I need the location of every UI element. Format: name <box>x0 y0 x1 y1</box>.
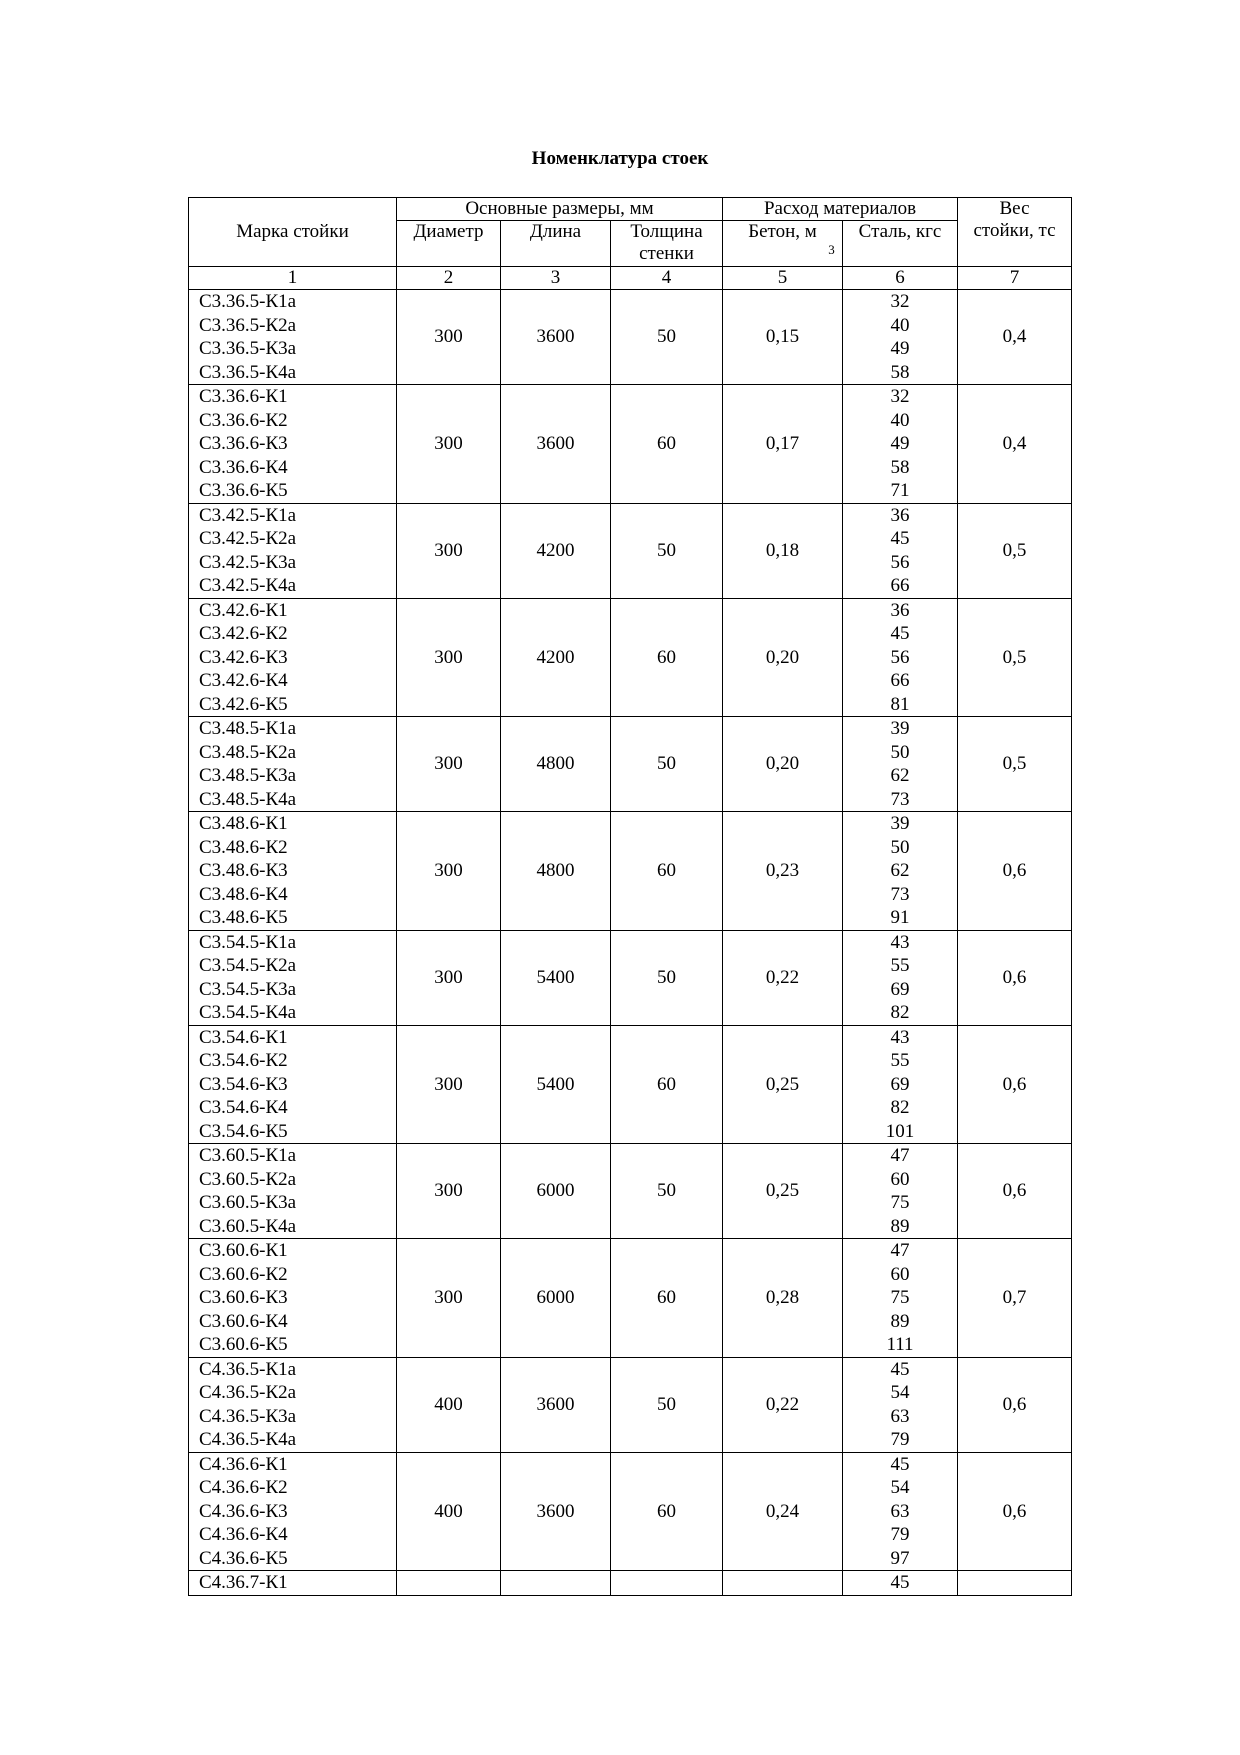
steel-value: 63 <box>890 1500 910 1522</box>
header-mark: Марка стойки <box>189 198 397 267</box>
superscript: 3 <box>828 242 835 257</box>
concrete-cell: 0,22 <box>723 1357 843 1452</box>
steel-value: 39 <box>890 813 910 834</box>
steel-value: 79 <box>890 1429 910 1450</box>
mark-value: С3.42.6-К4 <box>199 670 288 691</box>
diameter-cell: 300 <box>397 290 501 385</box>
mark-cell <box>189 1144 397 1239</box>
length-cell: 4800 <box>501 812 611 931</box>
steel-value: 54 <box>890 1477 910 1498</box>
steel-value: 39 <box>890 718 910 739</box>
column-number: 5 <box>723 267 843 290</box>
steel-value: 111 <box>886 1334 914 1355</box>
steel-value: 55 <box>890 955 910 976</box>
mark-value: С3.54.6-К4 <box>199 1097 288 1118</box>
header-materials: Расход материалов <box>723 198 958 221</box>
diameter-cell: 300 <box>397 1025 501 1144</box>
steel-value: 32 <box>890 386 910 407</box>
mark-value: С3.54.6-К1 <box>199 1026 288 1048</box>
mark-value: С3.60.5-К2а <box>199 1168 297 1190</box>
steel-value: 66 <box>890 670 910 691</box>
steel-value: 89 <box>890 1310 910 1332</box>
steel-cell <box>843 290 958 385</box>
thickness-cell <box>611 1571 723 1596</box>
weight-cell: 0,5 <box>958 503 1072 598</box>
mark-value: С3.48.6-К1 <box>199 813 288 834</box>
mark-value: С3.42.5-К3а <box>199 551 297 573</box>
mark-value: С4.36.6-К3 <box>199 1500 288 1522</box>
mark-value: С3.60.6-К5 <box>199 1334 288 1355</box>
mark-value: С3.42.5-К2а <box>199 528 297 549</box>
weight-cell: 0,6 <box>958 1144 1072 1239</box>
header-diameter: Диаметр <box>397 221 501 267</box>
mark-value: С3.60.6-К2 <box>199 1263 288 1285</box>
length-cell: 6000 <box>501 1239 611 1358</box>
mark-value: С3.48.5-К2а <box>199 741 297 763</box>
table-row <box>189 1452 1072 1571</box>
table-row <box>189 1025 1072 1144</box>
steel-value: 91 <box>890 907 910 928</box>
steel-cell <box>843 385 958 504</box>
concrete-cell: 0,20 <box>723 717 843 812</box>
mark-value: С3.60.5-К1а <box>199 1145 297 1166</box>
mark-value: С3.42.5-К1а <box>199 504 297 526</box>
mark-value: С3.48.6-К3 <box>199 860 288 881</box>
table-row <box>189 812 1072 931</box>
header-concrete: Бетон, м 3 <box>723 221 843 267</box>
mark-cell <box>189 1025 397 1144</box>
mark-value: С3.60.6-К1 <box>199 1240 288 1261</box>
thickness-cell: 60 <box>611 385 723 504</box>
mark-value: С3.42.6-К3 <box>199 646 288 668</box>
mark-cell <box>189 717 397 812</box>
mark-value: С4.36.5-К4а <box>199 1429 297 1450</box>
header-main-dims: Основные размеры, мм <box>397 198 723 221</box>
mark-value: С3.54.6-К5 <box>199 1120 288 1142</box>
diameter-cell: 300 <box>397 812 501 931</box>
steel-value: 45 <box>890 528 910 549</box>
steel-value: 36 <box>890 504 910 526</box>
thickness-cell: 60 <box>611 598 723 717</box>
mark-value: С3.48.6-К4 <box>199 883 288 905</box>
steel-value: 97 <box>890 1547 910 1569</box>
length-cell: 5400 <box>501 1025 611 1144</box>
steel-value: 36 <box>890 599 910 621</box>
mark-cell <box>189 598 397 717</box>
header-row-1 <box>189 198 1072 221</box>
steel-value: 69 <box>890 978 910 1000</box>
length-cell: 4200 <box>501 598 611 717</box>
thickness-cell: 50 <box>611 503 723 598</box>
steel-value: 47 <box>890 1145 910 1166</box>
mark-cell <box>189 1357 397 1452</box>
mark-value: С3.42.6-К2 <box>199 623 288 644</box>
steel-value: 63 <box>890 1405 910 1427</box>
thickness-cell: 60 <box>611 1025 723 1144</box>
mark-value: С4.36.7-К1 <box>199 1572 288 1593</box>
mark-cell <box>189 290 397 385</box>
steel-value: 56 <box>890 551 910 573</box>
diameter-cell: 300 <box>397 1239 501 1358</box>
table-row <box>189 1571 1072 1596</box>
steel-value: 54 <box>890 1382 910 1403</box>
mark-cell <box>189 1239 397 1358</box>
steel-cell <box>843 598 958 717</box>
table-row <box>189 385 1072 504</box>
steel-value: 45 <box>890 1572 910 1593</box>
header-weight: Вес стойки, тс <box>958 198 1072 267</box>
steel-cell <box>843 1144 958 1239</box>
table-row <box>189 598 1072 717</box>
mark-value: С4.36.5-К3а <box>199 1405 297 1427</box>
table-row <box>189 930 1072 1025</box>
mark-value: С3.60.5-К4а <box>199 1215 297 1237</box>
mark-value: С3.48.5-К3а <box>199 765 297 786</box>
mark-cell <box>189 385 397 504</box>
column-number: 4 <box>611 267 723 290</box>
steel-value: 40 <box>890 314 910 336</box>
mark-value: С3.36.6-К3 <box>199 433 288 454</box>
mark-value: С3.36.5-К1а <box>199 291 297 312</box>
concrete-cell: 0,17 <box>723 385 843 504</box>
weight-cell: 0,6 <box>958 930 1072 1025</box>
table-row <box>189 1357 1072 1452</box>
steel-value: 58 <box>890 456 910 478</box>
steel-value: 47 <box>890 1240 910 1261</box>
steel-value: 55 <box>890 1050 910 1071</box>
diameter-cell: 400 <box>397 1357 501 1452</box>
weight-cell <box>958 1571 1072 1596</box>
weight-cell: 0,5 <box>958 717 1072 812</box>
steel-value: 101 <box>885 1120 915 1142</box>
mark-value: С3.42.5-К4а <box>199 575 297 596</box>
column-numbers-row <box>189 267 1072 290</box>
diameter-cell <box>397 1571 501 1596</box>
length-cell: 4800 <box>501 717 611 812</box>
steel-cell <box>843 930 958 1025</box>
mark-value: С3.54.5-К2а <box>199 955 297 976</box>
mark-value: С3.48.5-К4а <box>199 788 297 810</box>
mark-value: С4.36.5-К2а <box>199 1382 297 1403</box>
steel-cell <box>843 1357 958 1452</box>
mark-cell <box>189 812 397 931</box>
weight-cell: 0,7 <box>958 1239 1072 1358</box>
steel-value: 71 <box>890 480 910 501</box>
thickness-cell: 50 <box>611 717 723 812</box>
steel-cell <box>843 717 958 812</box>
thickness-cell: 50 <box>611 930 723 1025</box>
thickness-cell: 50 <box>611 1357 723 1452</box>
column-number: 7 <box>958 267 1072 290</box>
length-cell: 4200 <box>501 503 611 598</box>
column-number: 3 <box>501 267 611 290</box>
steel-value: 43 <box>890 1026 910 1048</box>
mark-value: С3.60.5-К3а <box>199 1192 297 1213</box>
mark-value: С3.48.6-К5 <box>199 907 288 928</box>
steel-value: 79 <box>890 1524 910 1545</box>
mark-value: С3.54.5-К1а <box>199 931 297 953</box>
steel-value: 43 <box>890 931 910 953</box>
length-cell: 3600 <box>501 1357 611 1452</box>
diameter-cell: 400 <box>397 1452 501 1571</box>
concrete-cell: 0,28 <box>723 1239 843 1358</box>
thickness-cell: 60 <box>611 1452 723 1571</box>
steel-value: 62 <box>890 860 910 881</box>
header-length: Длина <box>501 221 611 267</box>
concrete-cell: 0,24 <box>723 1452 843 1571</box>
steel-value: 58 <box>890 361 910 383</box>
column-number: 1 <box>189 267 397 290</box>
diameter-cell: 300 <box>397 930 501 1025</box>
steel-cell <box>843 1025 958 1144</box>
table-row <box>189 717 1072 812</box>
concrete-cell: 0,15 <box>723 290 843 385</box>
steel-value: 32 <box>890 291 910 312</box>
concrete-cell: 0,20 <box>723 598 843 717</box>
mark-value: С3.36.5-К2а <box>199 314 297 336</box>
weight-cell: 0,6 <box>958 812 1072 931</box>
mark-value: С3.42.6-К1 <box>199 599 288 621</box>
mark-value: С4.36.6-К2 <box>199 1477 288 1498</box>
steel-value: 45 <box>890 623 910 644</box>
length-cell <box>501 1571 611 1596</box>
steel-value: 66 <box>890 575 910 596</box>
diameter-cell: 300 <box>397 503 501 598</box>
steel-value: 73 <box>890 883 910 905</box>
mark-value: С3.60.6-К3 <box>199 1287 288 1308</box>
steel-value: 40 <box>890 409 910 431</box>
steel-value: 82 <box>890 1097 910 1118</box>
column-number: 2 <box>397 267 501 290</box>
thickness-cell: 60 <box>611 812 723 931</box>
mark-value: С3.36.5-К4а <box>199 361 297 383</box>
mark-value: С3.48.5-К1а <box>199 718 297 739</box>
concrete-cell: 0,18 <box>723 503 843 598</box>
header-thickness: Толщина стенки <box>611 221 723 267</box>
steel-value: 49 <box>890 338 910 359</box>
length-cell: 3600 <box>501 385 611 504</box>
weight-cell: 0,4 <box>958 385 1072 504</box>
steel-value: 75 <box>890 1287 910 1308</box>
page-title: Номенклатура стоек <box>531 148 709 169</box>
mark-cell <box>189 1571 397 1596</box>
steel-value: 73 <box>890 788 910 810</box>
steel-value: 49 <box>890 433 910 454</box>
weight-cell: 0,5 <box>958 598 1072 717</box>
length-cell: 3600 <box>501 1452 611 1571</box>
steel-value: 60 <box>890 1263 910 1285</box>
steel-cell <box>843 1239 958 1358</box>
steel-value: 50 <box>890 741 910 763</box>
header-steel: Сталь, кгс <box>843 221 958 267</box>
length-cell: 3600 <box>501 290 611 385</box>
steel-value: 45 <box>890 1358 910 1380</box>
concrete-cell: 0,25 <box>723 1025 843 1144</box>
concrete-cell: 0,25 <box>723 1144 843 1239</box>
steel-value: 62 <box>890 765 910 786</box>
steel-value: 60 <box>890 1168 910 1190</box>
mark-value: С3.54.5-К4а <box>199 1002 297 1023</box>
steel-cell <box>843 1571 958 1596</box>
table-row <box>189 1144 1072 1239</box>
steel-cell <box>843 503 958 598</box>
mark-cell <box>189 1452 397 1571</box>
thickness-cell: 50 <box>611 1144 723 1239</box>
mark-value: С3.54.6-К3 <box>199 1073 288 1095</box>
diameter-cell: 300 <box>397 598 501 717</box>
mark-value: С4.36.6-К4 <box>199 1524 288 1545</box>
mark-value: С3.36.6-К1 <box>199 386 288 407</box>
length-cell: 6000 <box>501 1144 611 1239</box>
steel-value: 89 <box>890 1215 910 1237</box>
mark-value: С3.36.5-К3а <box>199 338 297 359</box>
steel-value: 45 <box>890 1453 910 1475</box>
mark-value: С3.60.6-К4 <box>199 1310 288 1332</box>
mark-cell <box>189 503 397 598</box>
mark-value: С4.36.5-К1а <box>199 1358 297 1380</box>
table-row <box>189 503 1072 598</box>
table-row <box>189 1239 1072 1358</box>
steel-value: 56 <box>890 646 910 668</box>
mark-value: С3.36.6-К5 <box>199 480 288 501</box>
thickness-cell: 50 <box>611 290 723 385</box>
steel-value: 75 <box>890 1192 910 1213</box>
diameter-cell: 300 <box>397 385 501 504</box>
mark-value: С3.36.6-К4 <box>199 456 288 478</box>
concrete-cell: 0,23 <box>723 812 843 931</box>
steel-value: 82 <box>890 1002 910 1023</box>
racks-table <box>188 197 1072 1596</box>
mark-value: С3.54.5-К3а <box>199 978 297 1000</box>
steel-value: 81 <box>890 693 910 715</box>
steel-cell <box>843 812 958 931</box>
steel-value: 69 <box>890 1073 910 1095</box>
weight-cell: 0,6 <box>958 1452 1072 1571</box>
mark-value: С3.54.6-К2 <box>199 1050 288 1071</box>
mark-value: С4.36.6-К1 <box>199 1453 288 1475</box>
weight-cell: 0,6 <box>958 1025 1072 1144</box>
mark-cell <box>189 930 397 1025</box>
diameter-cell: 300 <box>397 717 501 812</box>
table-row <box>189 290 1072 385</box>
weight-cell: 0,6 <box>958 1357 1072 1452</box>
mark-value: С4.36.6-К5 <box>199 1547 288 1569</box>
concrete-cell: 0,22 <box>723 930 843 1025</box>
mark-value: С3.36.6-К2 <box>199 409 288 431</box>
diameter-cell: 300 <box>397 1144 501 1239</box>
column-number: 6 <box>843 267 958 290</box>
length-cell: 5400 <box>501 930 611 1025</box>
steel-cell <box>843 1452 958 1571</box>
steel-value: 50 <box>890 836 910 858</box>
concrete-cell <box>723 1571 843 1596</box>
thickness-cell: 60 <box>611 1239 723 1358</box>
mark-value: С3.48.6-К2 <box>199 836 288 858</box>
mark-value: С3.42.6-К5 <box>199 693 288 715</box>
weight-cell: 0,4 <box>958 290 1072 385</box>
